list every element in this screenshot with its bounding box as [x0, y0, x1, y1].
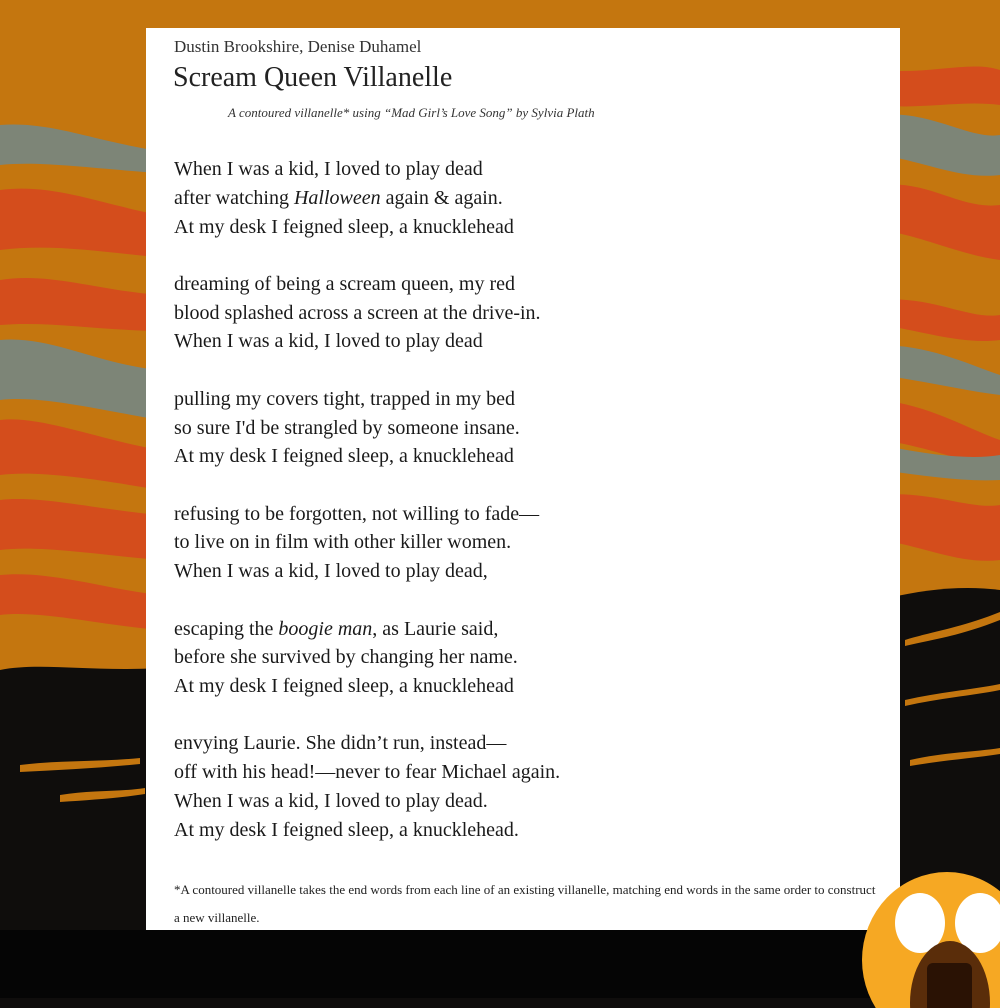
poem-line: [174, 184, 560, 213]
screaming-face-emoji-icon: [862, 868, 1000, 1008]
poem-line: before she survived by changing her name.: [174, 646, 518, 669]
poem-line: so sure I'd be strangled by someone insane.: [174, 416, 520, 439]
poem-line: off with his head!—never to fear Michael again.: [174, 761, 561, 784]
line-segment: after watching: [174, 186, 294, 209]
poem-line: envying Laurie. She didn’t run, instead—: [174, 732, 507, 755]
poem-line: When I was a kid, I loved to play dead: [174, 158, 483, 180]
line-segment: again & again.: [380, 186, 503, 209]
emoji-left-eye: [895, 893, 945, 953]
stanza: [174, 615, 560, 701]
poem-line: to live on in film with other killer women.: [174, 531, 512, 554]
poem-line: At my desk I feigned sleep, a knucklehead: [174, 675, 514, 698]
poem-line: At my desk I feigned sleep, a knucklehead.: [174, 818, 519, 841]
bottom-bar: [0, 930, 1000, 998]
poem-page: [146, 28, 900, 930]
stanza: [174, 270, 560, 356]
poem-line: dreaming of being a scream queen, my red: [174, 272, 515, 295]
poem-line: When I was a kid, I loved to play dead,: [174, 560, 488, 583]
stanza: [174, 729, 560, 844]
poem-line: At my desk I feigned sleep, a knucklehead: [174, 445, 514, 468]
footnote: *A contoured villanelle takes the end words from each line of an existing villanelle, matching end words in the same order to construct a new villanelle.: [174, 882, 876, 925]
byline: Dustin Brookshire, Denise Duhamel: [174, 37, 422, 56]
poem-line: refusing to be forgotten, not willing to fade—: [174, 502, 540, 525]
poem-line: When I was a kid, I loved to play dead: [174, 330, 483, 353]
italic-title: Halloween: [293, 186, 381, 209]
poem-body: [174, 155, 560, 873]
poem-subtitle: A contoured villanelle* using “Mad Girl’s Love Song” by Sylvia Plath: [228, 105, 595, 120]
poem-line: [174, 615, 560, 644]
poem-title: Scream Queen Villanelle: [173, 62, 453, 93]
line-segment: escaping the: [174, 617, 279, 640]
stanza: [174, 385, 560, 471]
stanza: [174, 500, 560, 586]
poem-line: pulling my covers tight, trapped in my bed: [174, 387, 516, 410]
poem-line: At my desk I feigned sleep, a knucklehead: [174, 215, 514, 238]
italic-title: boogie man: [278, 617, 373, 640]
poem-line: When I was a kid, I loved to play dead.: [174, 790, 488, 813]
emoji-mouth-inner: [927, 963, 972, 1008]
stanza: [174, 155, 560, 241]
poem-line: blood splashed across a screen at the drive-in.: [174, 301, 541, 324]
line-segment: , as Laurie said,: [372, 617, 499, 640]
